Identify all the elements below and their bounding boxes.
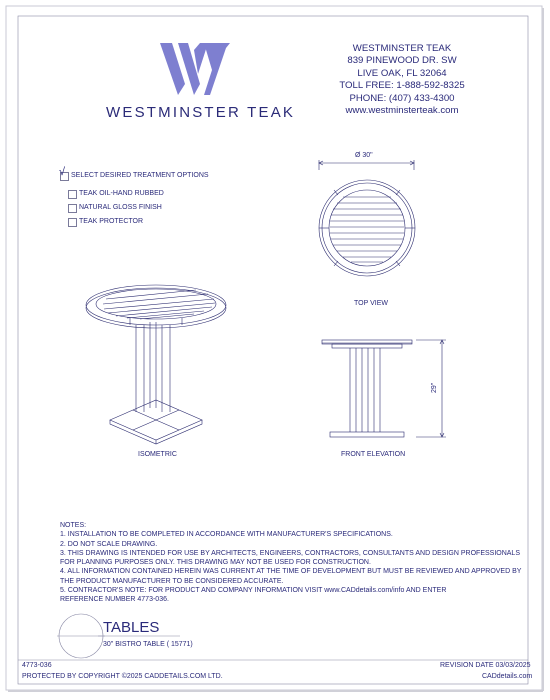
- contact-website[interactable]: www.westminsterteak.com: [345, 105, 459, 117]
- top-view-drawing: [319, 160, 415, 276]
- front-elevation-drawing: [322, 340, 446, 437]
- category-title: TABLES: [103, 619, 160, 636]
- contact-city: LIVE OAK, FL 32064: [357, 67, 447, 79]
- isometric-label: ISOMETRIC: [138, 451, 177, 458]
- brand-wordmark: WESTMINSTER TEAK: [106, 104, 296, 121]
- contact-street: 839 PINEWOOD DR. SW: [347, 55, 457, 67]
- title-block-frame: [18, 614, 528, 660]
- note-line: 3. THIS DRAWING IS INTENDED FOR USE BY ARCHITECTS, ENGINEERS, CONTRACTORS, CONSULTANTS AND DESIGN PROFESSIONALS: [60, 549, 520, 557]
- treatment-option-label: TEAK PROTECTOR: [79, 218, 144, 225]
- note-line: 1. INSTALLATION TO BE COMPLETED IN ACCORDANCE WITH MANUFACTURER'S SPECIFICATIONS.: [60, 531, 393, 539]
- options-header: SELECT DESIRED TREATMENT OPTIONS: [71, 172, 209, 179]
- w-logo-icon: [160, 43, 230, 95]
- note-line: FOR PLANNING PURPOSES ONLY. THIS DRAWING MAY NOT BE USED FOR CONSTRUCTION.: [60, 559, 371, 567]
- note-line: 4. ALL INFORMATION CONTAINED HEREIN WAS CURRENT AT THE TIME OF DEVELOPMENT BUT MUST BE REVIEWED AND APPROVED BY: [60, 568, 522, 576]
- note-line: THE PRODUCT MANUFACTURER TO BE CONSIDERED ACCURATE.: [60, 577, 284, 585]
- treatment-option-label: TEAK OIL-HAND RUBBED: [79, 190, 164, 197]
- contact-phone: PHONE: (407) 433-4300: [349, 92, 455, 104]
- isometric-drawing: [86, 285, 226, 444]
- contact-block: [336, 43, 468, 117]
- note-line: REFERENCE NUMBER 4773-036.: [60, 596, 169, 604]
- top-view-label: TOP VIEW: [354, 300, 388, 307]
- height-dimension: 29": [431, 382, 438, 393]
- treatment-option-label: NATURAL GLOSS FINISH: [79, 204, 162, 211]
- revision-date: REVISION DATE 03/03/2025: [440, 662, 531, 669]
- front-elevation-label: FRONT ELEVATION: [341, 451, 406, 458]
- treatment-checkbox-teak-protector[interactable]: [68, 218, 77, 227]
- contact-company: WESTMINSTER TEAK: [352, 43, 452, 54]
- note-line: 2. DO NOT SCALE DRAWING.: [60, 540, 158, 548]
- note-line: 5. CONTRACTOR'S NOTE: FOR PRODUCT AND COMPANY INFORMATION VISIT www.CADdetails.com/info AND ENTER: [60, 587, 447, 595]
- checkmark-icon: √: [59, 166, 66, 178]
- caddetails-link[interactable]: CADdetails.com: [482, 673, 533, 680]
- notes-block: [60, 521, 521, 605]
- reference-number: 4773-036: [22, 662, 52, 669]
- contact-toll-free: TOLL FREE: 1-888-592-8325: [339, 80, 465, 92]
- treatment-checkbox-natural-gloss[interactable]: [68, 204, 77, 213]
- product-name: 30" BISTRO TABLE ( 15771): [103, 641, 193, 648]
- top-view-diameter-dimension: Ø 30": [355, 152, 373, 159]
- treatment-checkbox-teak-oil[interactable]: [68, 190, 77, 199]
- copyright-notice: PROTECTED BY COPYRIGHT ©2025 CADDETAILS.COM LTD.: [22, 673, 223, 680]
- notes-title: NOTES:: [60, 522, 87, 529]
